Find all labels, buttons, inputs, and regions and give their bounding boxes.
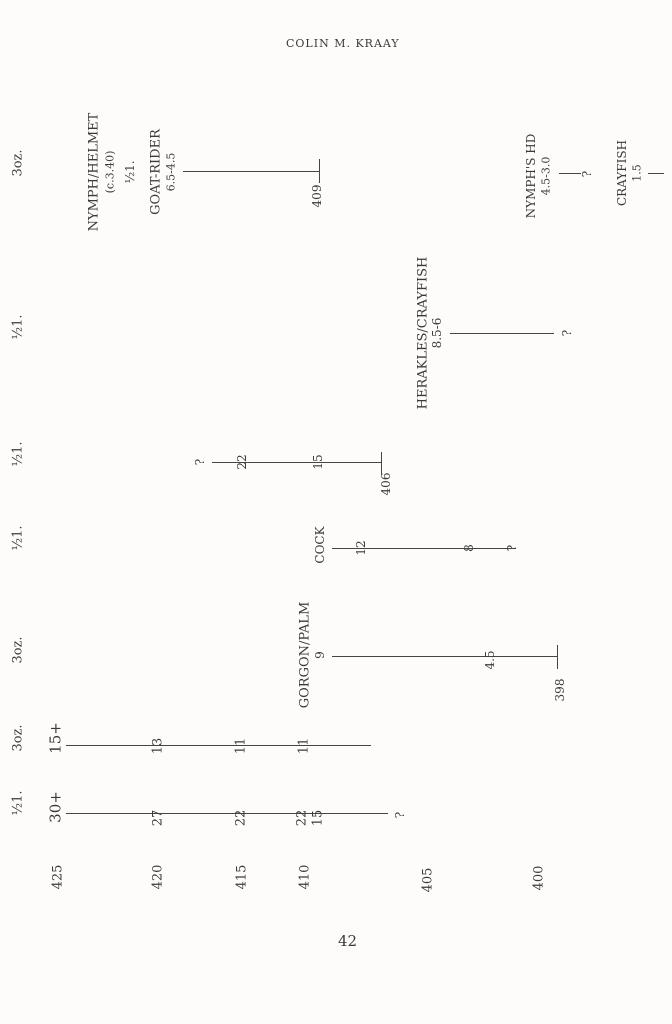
col7-nymphs-values: 4.5-3.0: [539, 156, 553, 196]
running-header: COLIN M. KRAAY: [286, 37, 400, 50]
col2-value-15plus: 15+: [46, 722, 65, 754]
col7-goat-values: 6.5-4.5: [164, 152, 178, 192]
denomination-col1: ½1.: [10, 790, 26, 816]
col7-label-nymphs-hd: NYMPH'S HD: [524, 133, 538, 219]
col6-line: [450, 333, 554, 334]
col7-label-crayfish: CRAYFISH: [615, 139, 629, 207]
denomination-col7: 3oz.: [10, 149, 26, 177]
col1-value-27: 27: [150, 809, 166, 827]
col7-end-tick: [319, 159, 320, 183]
col2-line: [66, 745, 371, 746]
col1-value-22b: 22: [294, 809, 310, 827]
col1-value-22a: 22: [233, 809, 249, 827]
year-410: 410: [297, 864, 313, 890]
col4-value-12: 12: [354, 540, 368, 556]
denomination-col2: 3oz.: [10, 724, 26, 752]
col7-question: ?: [580, 170, 594, 178]
col6-label: HERAKLES/CRAYFISH: [415, 256, 431, 410]
col7-crayfish-value: 1.5: [630, 164, 644, 182]
year-405: 405: [420, 867, 436, 893]
year-415: 415: [234, 864, 250, 890]
col1-question: ?: [393, 811, 407, 819]
col2-value-11a: 11: [233, 737, 249, 755]
denomination-col6: ½1.: [10, 314, 26, 340]
col2-value-11b: 11: [296, 737, 312, 755]
col2-value-13: 13: [150, 737, 166, 755]
year-425: 425: [50, 864, 66, 890]
col4-value-8: 8: [462, 544, 476, 552]
col1-value-15: 15: [310, 809, 326, 827]
col1-line: [66, 813, 388, 814]
col7-half: ½1.: [123, 160, 137, 184]
col1-value-30plus: 30+: [46, 791, 65, 823]
denomination-col5: ½1.: [10, 441, 26, 467]
col5-end-tick: [381, 452, 382, 474]
col3-value-9: 9: [313, 651, 327, 659]
col3-end-tick: [557, 645, 558, 669]
col7-date: (c.3.40): [103, 150, 117, 194]
col3-end-value: 398: [553, 678, 567, 702]
col3-label: GORGON/PALM: [297, 601, 313, 709]
col3-line: [332, 656, 558, 657]
page-number: 42: [338, 932, 358, 950]
col5-question: ?: [193, 458, 207, 466]
col7-end-value: 409: [310, 184, 324, 208]
denomination-col3: 3oz.: [10, 636, 26, 664]
col5-end-value: 406: [379, 472, 393, 496]
col7-line-lower: [559, 173, 581, 174]
col6-sub: 8.5-6: [430, 317, 444, 349]
year-400: 400: [531, 865, 547, 891]
denomination-col4: ½1.: [10, 525, 26, 551]
col5-value-22: 22: [235, 454, 249, 470]
year-420: 420: [150, 864, 166, 890]
col7-crayfish-line: [648, 173, 664, 174]
col5-value-15: 15: [311, 454, 325, 470]
col6-question: ?: [560, 329, 574, 337]
col3-value-4-5: 4.5: [483, 650, 497, 670]
col4-label: COCK: [313, 526, 327, 564]
col4-question: ?: [505, 544, 519, 552]
col7-label-nymph-helmet: NYMPH/HELMET: [86, 112, 102, 232]
col7-label-goat-rider: GOAT-RIDER: [148, 129, 164, 215]
col7-line: [183, 171, 319, 172]
